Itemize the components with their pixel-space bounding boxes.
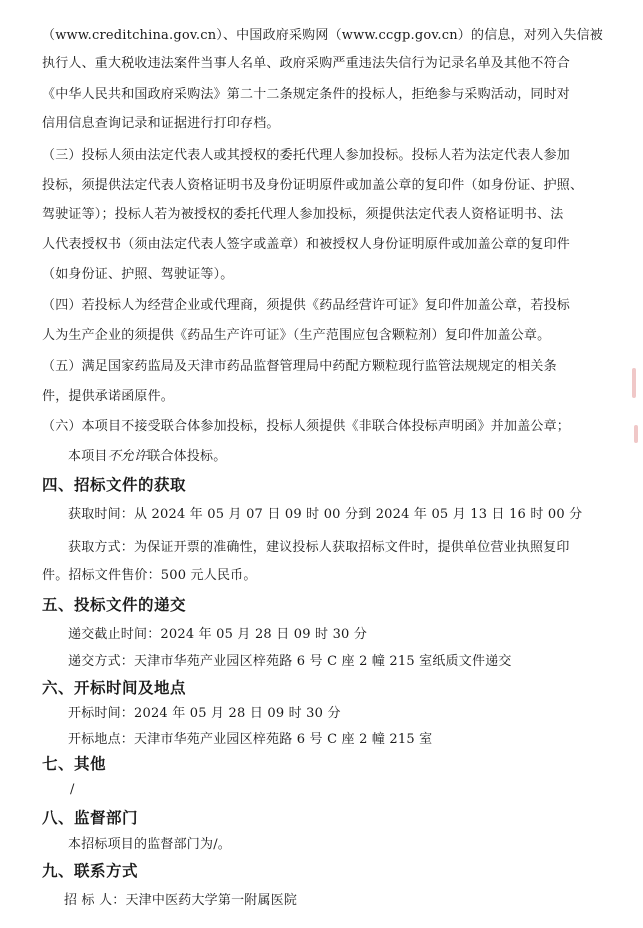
item4-line-1: （四）若投标人为经营企业或代理商，须提供《药品经营许可证》复印件加盖公章，若投标 xyxy=(42,298,571,313)
section4-heading: 四、招标文件的获取 xyxy=(42,476,187,494)
item4-line-2: 人为生产企业的须提供《药品生产许可证》（生产范围应包含颗粒剂）复印件加盖公章。 xyxy=(42,328,551,343)
section7-content: / xyxy=(70,782,75,797)
consortium-line xyxy=(68,448,226,466)
section4-time: 获取时间：从 2024 年 05 月 07 日 09 时 00 分到 2024 年 05 月 13 日 16 时 00 分 xyxy=(68,507,583,522)
seal-edge-mark xyxy=(632,368,636,398)
item3-line-2: 投标，须提供法定代表人资格证明书及身份证明原件或加盖公章的复印件（如身份证、护照、 xyxy=(42,178,584,193)
section8-heading: 八、监督部门 xyxy=(42,809,139,827)
section4-method-line-2: 件。招标文件售价：500 元人民币。 xyxy=(42,568,257,583)
section6-heading: 六、开标时间及地点 xyxy=(42,679,187,697)
credit-line-3: 《中华人民共和国政府采购法》第二十二条规定条件的投标人，拒绝参与采购活动，同时对 xyxy=(42,87,571,102)
section5-deadline: 递交截止时间：2024 年 05 月 28 日 09 时 30 分 xyxy=(68,627,368,642)
section5-method: 递交方式：天津市华苑产业园区梓苑路 6 号 C 座 2 幢 215 室纸质文件递交 xyxy=(68,654,512,669)
section6-place: 开标地点：天津市华苑产业园区梓苑路 6 号 C 座 2 幢 215 室 xyxy=(68,732,433,747)
consortium-suffix: 联合体投标。 xyxy=(147,449,227,464)
item5-line-1: （五）满足国家药监局及天津市药品监督管理局中药配方颗粒现行监管法规规定的相关条 xyxy=(42,359,557,374)
credit-line-2: 执行人、重大税收违法案件当事人名单、政府采购严重违法失信行为记录名单及其他不符合 xyxy=(42,56,571,71)
item3-line-3: 驾驶证等）；投标人若为被授权的委托代理人参加投标，须提供法定代表人资格证明书、法 xyxy=(42,207,564,222)
section8-content: 本招标项目的监督部门为/。 xyxy=(68,837,231,852)
section9-heading: 九、联系方式 xyxy=(42,862,139,880)
section7-heading: 七、其他 xyxy=(42,755,107,773)
item3-line-5: （如身份证、护照、驾驶证等）。 xyxy=(42,267,234,282)
consortium-emphasis: 不允许 xyxy=(107,449,148,464)
section5-heading: 五、投标文件的递交 xyxy=(42,596,187,614)
item5-line-2: 件，提供承诺函原件。 xyxy=(42,389,175,404)
section6-time: 开标时间：2024 年 05 月 28 日 09 时 30 分 xyxy=(68,706,341,721)
consortium-prefix: 本项目 xyxy=(68,449,108,464)
seal-edge-mark xyxy=(634,425,638,443)
item3-line-4: 人代表授权书（须由法定代表人签字或盖章）和被授权人身份证明原件或加盖公章的复印件 xyxy=(42,237,571,252)
item6-line: （六）本项目不接受联合体参加投标，投标人须提供《非联合体投标声明函》并加盖公章； xyxy=(42,419,571,434)
section9-tenderer: 招 标 人：天津中医药大学第一附属医院 xyxy=(64,893,298,908)
section4-method-line-1: 获取方式：为保证开票的准确性，建议投标人获取招标文件时，提供单位营业执照复印 xyxy=(68,540,570,555)
credit-line-1: （www.creditchina.gov.cn）、中国政府采购网（www.ccgp.gov.cn）的信息，对列入失信被 xyxy=(42,28,604,43)
credit-line-4: 信用信息查询记录和证据进行打印存档。 xyxy=(42,116,280,131)
item3-line-1: （三）投标人须由法定代表人或其授权的委托代理人参加投标。投标人若为法定代表人参加 xyxy=(42,148,571,163)
